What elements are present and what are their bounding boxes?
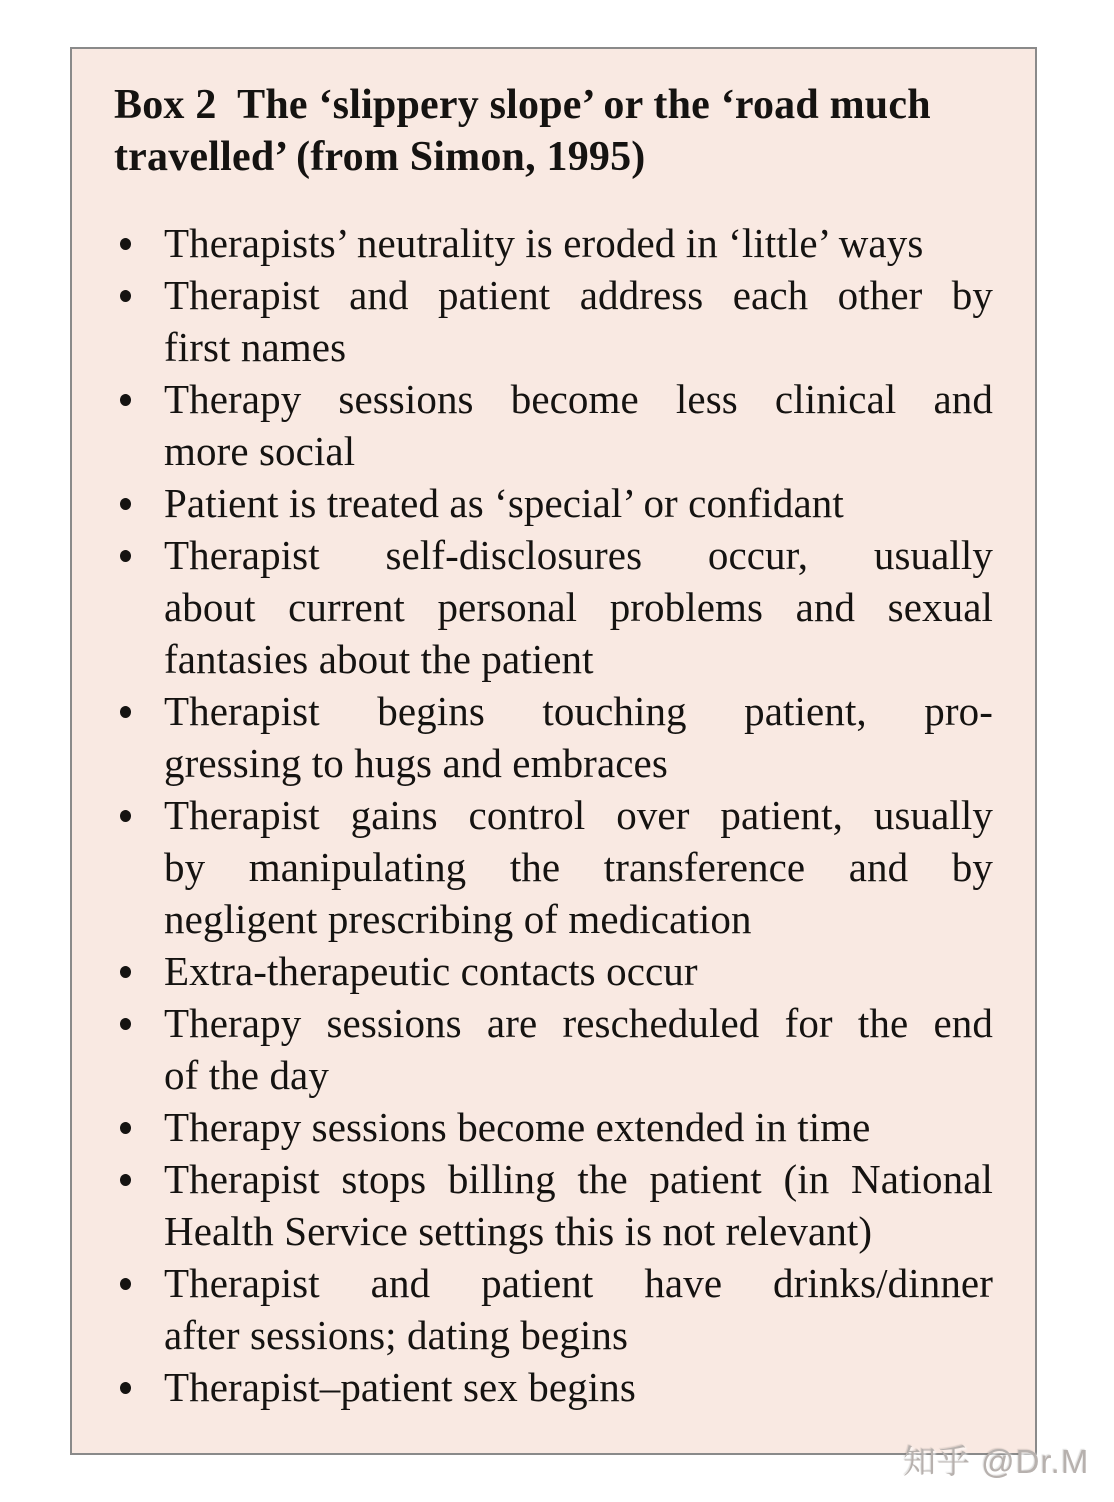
text-line: Therapists’ neutrality is eroded in ‘little’ ways [164,220,924,266]
box-title-line: travelled’ (from Simon, 1995) [114,134,646,180]
list-item [120,945,993,997]
list-item [120,1361,993,1413]
bullet-icon [120,685,164,737]
list-item-text [164,477,993,529]
text-line: after sessions; dating begins [164,1312,629,1358]
list-item-text [164,1101,993,1153]
list-item [120,789,993,945]
text-line: Patient is treated as ‘special’ or confidant [164,480,844,526]
text-line: Health Service settings this is not relevant) [164,1208,873,1254]
list-item-text [164,529,993,685]
list-item-text [164,217,993,269]
text-line: negligent prescribing of medication [164,896,752,942]
text-line: by manipulating the transference and by [164,844,993,890]
watermark: 知乎 @Dr.M [903,1443,1090,1480]
text-line: Therapist and patient have drinks/dinner [164,1260,993,1306]
text-line: Therapist stops billing the patient (in National [164,1156,993,1202]
list-item [120,685,993,789]
list-item [120,477,993,529]
list-item-text [164,269,993,373]
text-line: about current personal problems and sexual [164,584,993,630]
bullet-icon [120,789,164,841]
list-item-text [164,1257,993,1361]
list-item-text [164,945,993,997]
text-line: Therapist and patient address each other by [164,272,993,318]
text-line: gressing to hugs and embraces [164,740,668,786]
text-line: more social [164,428,356,474]
list-item [120,217,993,269]
list-item-text [164,789,993,945]
bullet-icon [120,217,164,269]
list-item-text [164,685,993,789]
list-item [120,529,993,685]
list-item [120,997,993,1101]
list-item [120,1101,993,1153]
text-line: Therapist begins touching patient, pro- [164,688,993,734]
bullet-icon [120,529,164,581]
list-item-text [164,1361,993,1413]
bullet-icon [120,373,164,425]
text-line: Therapist–patient sex begins [164,1364,636,1410]
list-item-text [164,373,993,477]
list-item-text [164,997,993,1101]
text-line: Therapist gains control over patient, usually [164,792,993,838]
bullet-icon [120,997,164,1049]
bullet-icon [120,945,164,997]
list-item-text [164,1153,993,1257]
bullet-list [114,217,993,1413]
list-item [120,1153,993,1257]
bullet-icon [120,1153,164,1205]
text-line: first names [164,324,347,370]
box-title [114,79,993,183]
bullet-icon [120,477,164,529]
box-title-line: Box 2 The ‘slippery slope’ or the ‘road much [114,82,931,128]
bullet-icon [120,1257,164,1309]
text-line: of the day [164,1052,329,1098]
text-line: Therapist self-disclosures occur, usually [164,532,993,578]
text-line: Therapy sessions become less clinical and [164,376,993,422]
bullet-icon [120,269,164,321]
list-item [120,373,993,477]
text-line: Therapy sessions become extended in time [164,1104,871,1150]
bullet-icon [120,1361,164,1413]
bullet-icon [120,1101,164,1153]
text-box [70,47,1037,1455]
text-line: Extra-therapeutic contacts occur [164,948,698,994]
text-line: Therapy sessions are rescheduled for the end [164,1000,993,1046]
list-item [120,269,993,373]
list-item [120,1257,993,1361]
text-line: fantasies about the patient [164,636,594,682]
